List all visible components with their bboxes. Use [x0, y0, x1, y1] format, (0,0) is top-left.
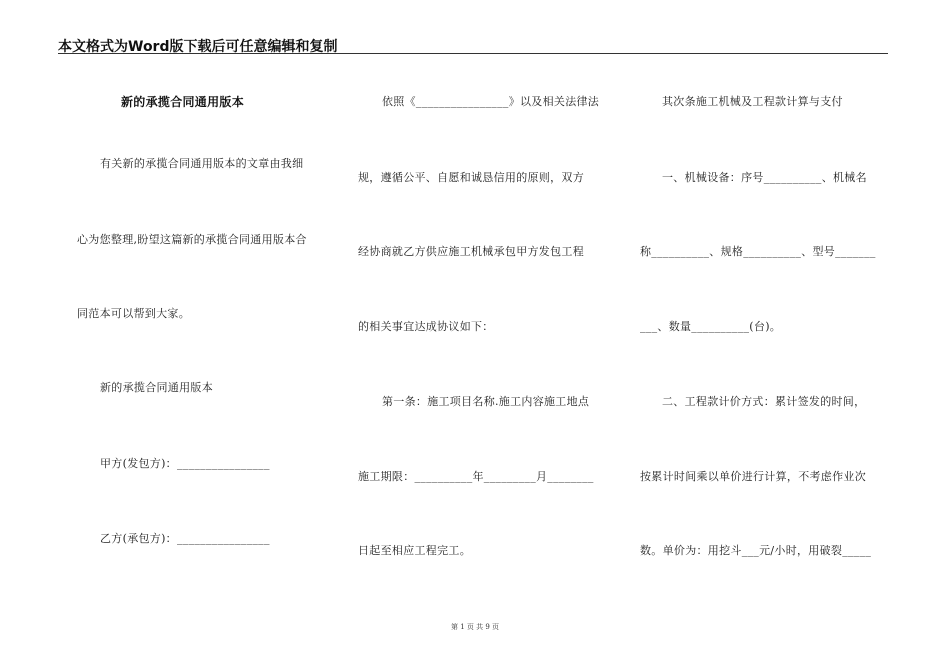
column-3-line-1: 其次条施工机械及工程款计算与支付 [662, 95, 843, 108]
column-3-line-2: 一、机械设备：序号__________、机械名 [662, 171, 867, 184]
column-2-line-2: 规，遵循公平、自愿和诚恳信用的原则，双方 [358, 171, 584, 184]
column-3-line-5: 二、工程款计价方式：累计签发的时间， [662, 395, 866, 408]
column-1-party-b: 乙方(承包方)：________________ [100, 532, 270, 545]
document-header: 本文格式为Word版下载后可任意编辑和复制 [58, 39, 338, 55]
column-3-line-6: 按累计时间乘以单价进行计算，不考虑作业次 [640, 470, 866, 483]
column-3-line-7: 数。单价为：用挖斗___元/小时，用破裂_____ [640, 544, 872, 557]
column-2-line-4: 的相关事宜达成协议如下： [358, 320, 494, 333]
column-1-line-2: 有关新的承揽合同通用版本的文章由我细 [100, 157, 304, 170]
column-2-line-1: 依照《________________》以及相关法律法 [382, 95, 600, 108]
column-2-line-5: 第一条：施工项目名称.施工内容施工地点 [382, 395, 590, 408]
column-2-line-3: 经协商就乙方供应施工机械承包甲方发包工程 [358, 245, 584, 258]
column-1-party-a: 甲方(发包方)：________________ [100, 457, 270, 470]
column-1-line-5: 新的承揽合同通用版本 [100, 381, 213, 394]
column-1-title: 新的承揽合同通用版本 [121, 95, 245, 109]
column-3-line-3: 称__________、规格__________、型号_______ [640, 245, 876, 258]
page-footer: 第 1 页 共 9 页 [450, 623, 500, 631]
column-2-line-7: 日起至相应工程完工。 [358, 544, 471, 557]
column-2-line-6: 施工期限：__________年_________月________ [358, 470, 594, 483]
header-rule [58, 53, 888, 54]
column-1-line-3: 心为您整理,盼望这篇新的承揽合同通用版本合 [77, 233, 307, 246]
column-3-line-4: ___、数量__________(台)。 [640, 320, 782, 333]
column-1-line-4: 同范本可以帮到大家。 [77, 307, 190, 320]
